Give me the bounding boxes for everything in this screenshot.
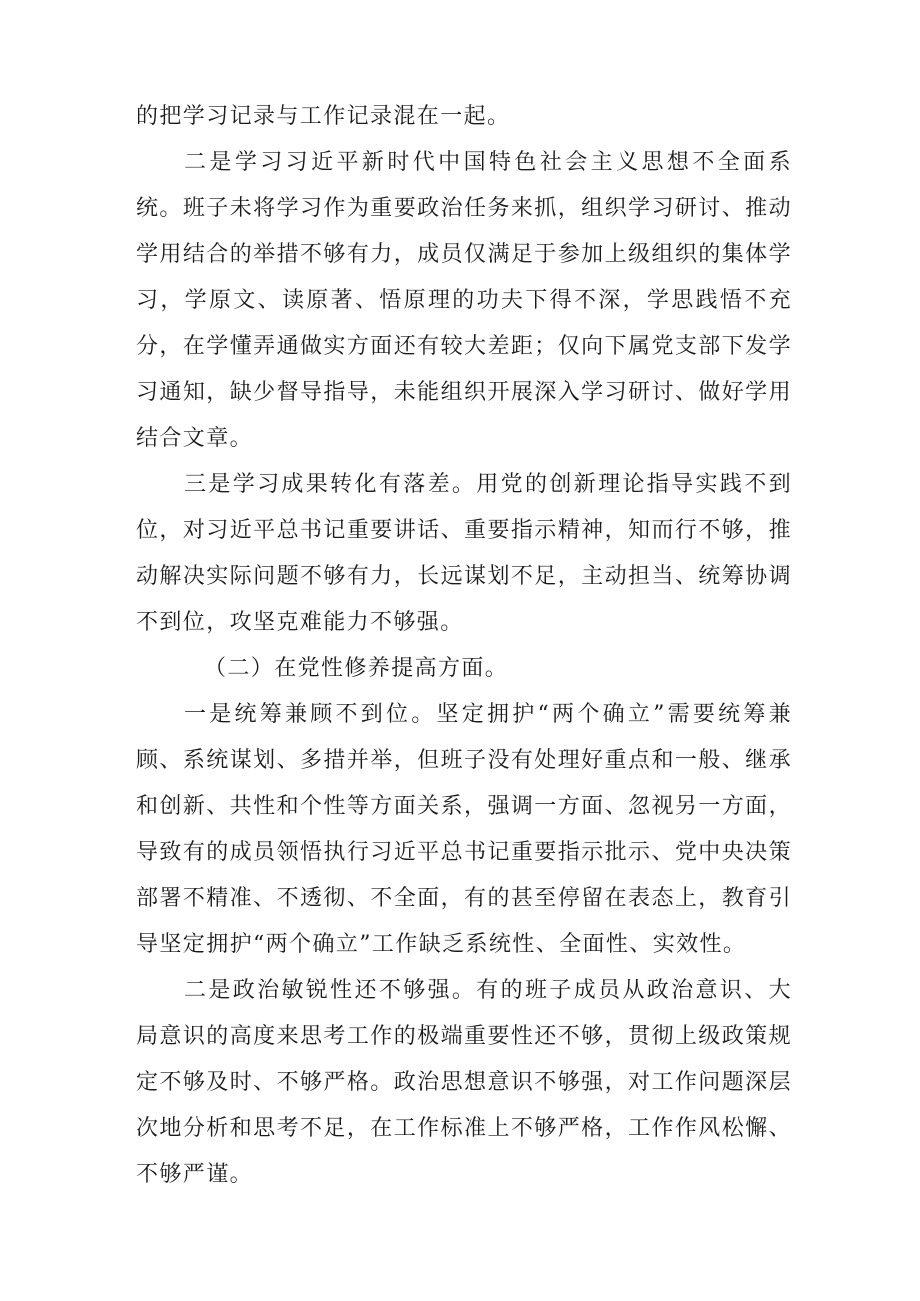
document-body (136, 94, 792, 1198)
paragraph-study-system: 二是学习习近平新时代中国特色社会主义思想不全面系统。班子未将学习作为重要政治任务来抓，组织学习研讨、推动学用结合的举措不够有力，成员仅满足于参加上级组织的集体学习，学原文、读原著、悟原理的功夫下得不深，学思践悟不充分，在学懂弄通做实方面还有较大差距；仅向下属党支部下发学习通知，缺少督导指导，未能组织开展深入学习研讨、做好学用结合文章。 (136, 150, 792, 451)
paragraph-coordination: 一是统筹兼顾不到位。坚定拥护“两个确立”需要统筹兼顾、系统谋划、多措并举，但班子没有处理好重点和一般、继承和创新、共性和个性等方面关系，强调一方面、忽视另一方面，导致有的成员领悟执行习近平总书记重要指示批示、党中央决策部署不精准、不透彻、不全面，有的甚至停留在表态上，教育引导坚定拥护“两个确立”工作缺乏系统性、全面性、实效性。 (136, 702, 792, 957)
section-heading: （二）在党性修养提高方面。 (204, 656, 509, 681)
paragraph-study-results: 三是学习成果转化有落差。用党的创新理论指导实践不到位，对习近平总书记重要讲话、重要指示精神，知而行不够，推动解决实际问题不够有力，长远谋划不足，主动担当、统筹协调不到位，攻坚克难能力不够强。 (136, 472, 792, 635)
paragraph-continuation: 的把学习记录与工作记录混在一起。 (136, 104, 511, 129)
paragraph-political-sensitivity: 二是政治敏锐性还不够强。有的班子成员从政治意识、大局意识的高度来思考工作的极端重要性还不够，贯彻上级政策规定不够及时、不够严格。政治思想意识不够强，对工作问题深层次地分析和思考不足，在工作标准上不够严格，工作作风松懈、不够严谨。 (136, 978, 792, 1187)
